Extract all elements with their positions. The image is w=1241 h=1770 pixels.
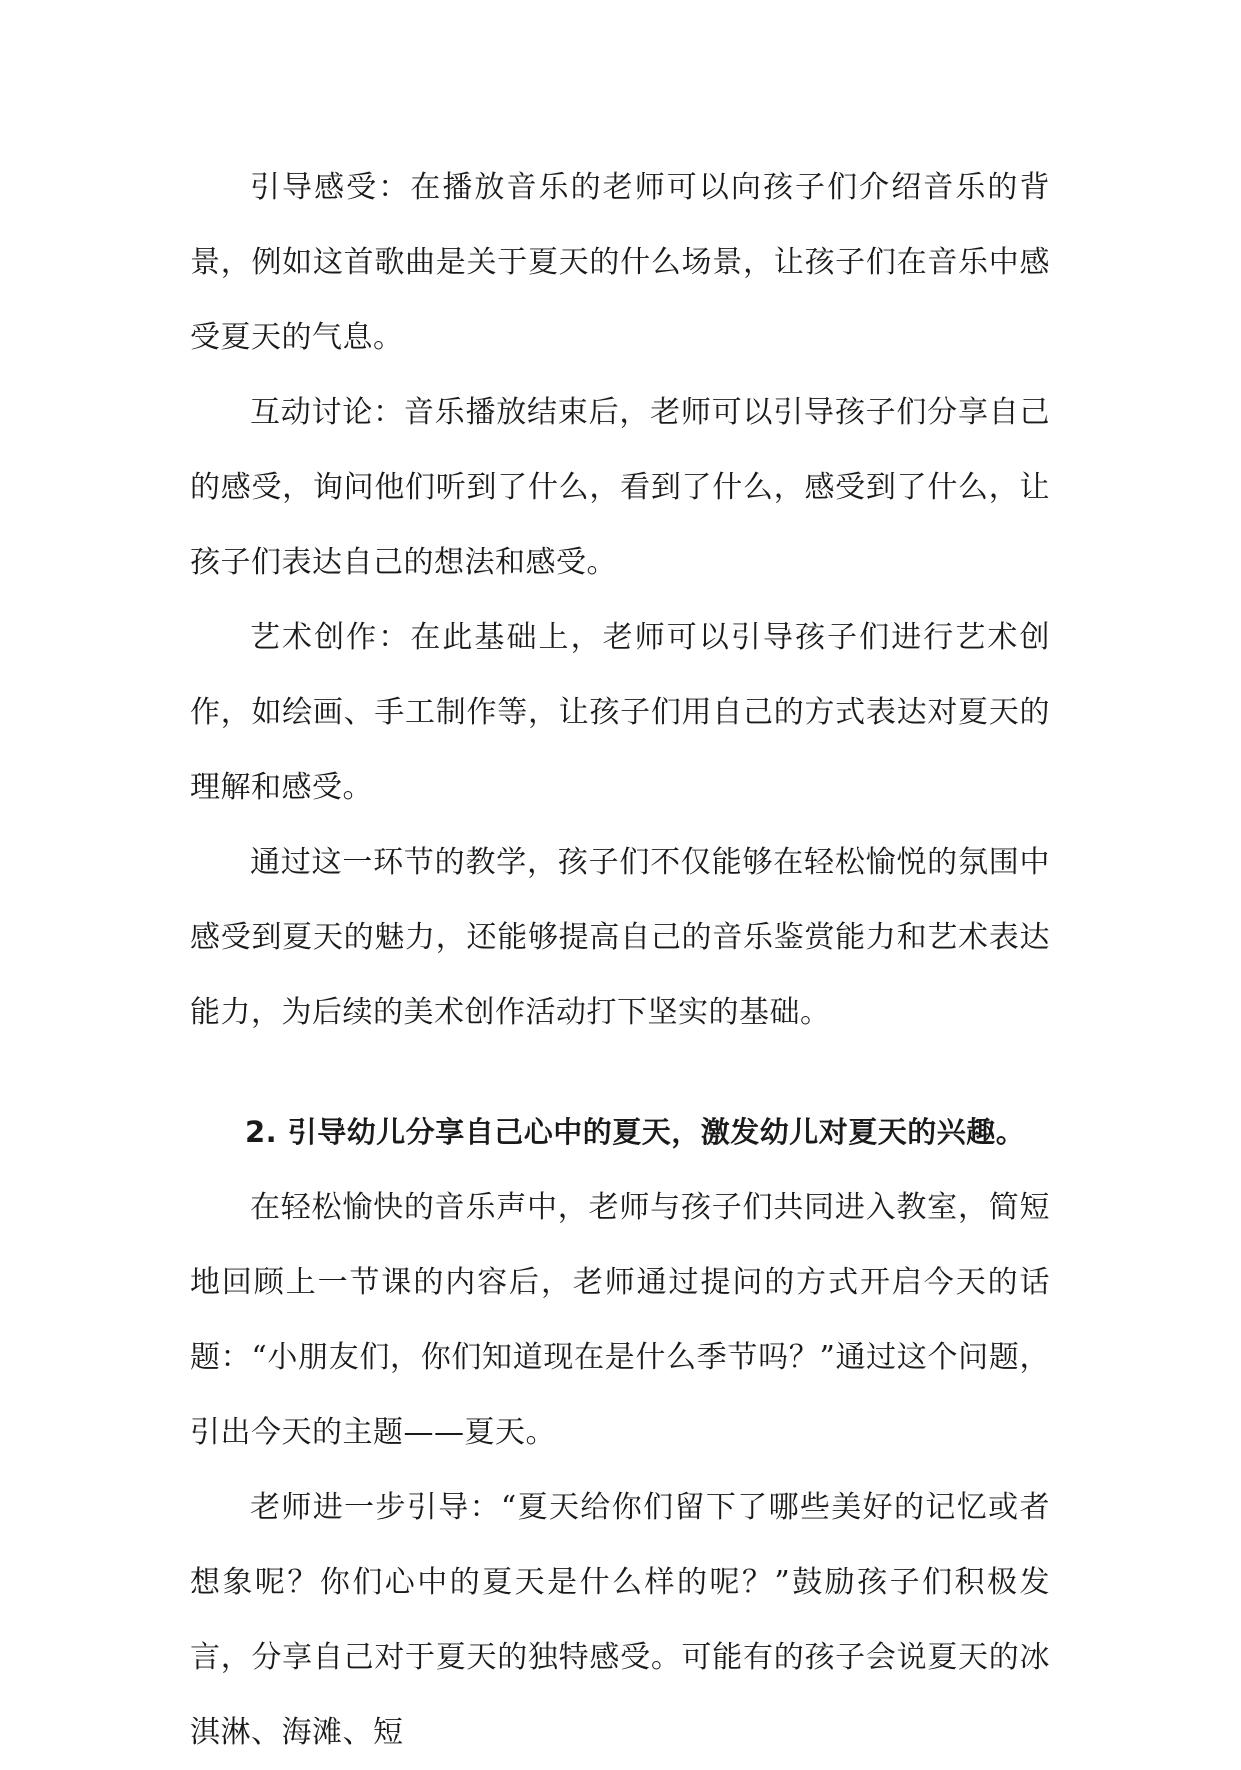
paragraph-further-guide: 老师进一步引导：“夏天给你们留下了哪些美好的记忆或者想象呢？你们心中的夏天是什么样的呢？”鼓励孩子们积极发言，分享自己对于夏天的独特感受。可能有的孩子会说夏天的冰淇淋、海滩、短 [190,1490,1050,1750]
paragraph-summary: 通过这一环节的教学，孩子们不仅能够在轻松愉悦的氛围中感受到夏天的魅力，还能够提高自己的音乐鉴赏能力和艺术表达能力，为后续的美术创作活动打下坚实的基础。 [190,845,1050,1030]
document-page [190,150,1050,1770]
paragraph-art-creation: 艺术创作：在此基础上，老师可以引导孩子们进行艺术创作，如绘画、手工制作等，让孩子们用自己的方式表达对夏天的理解和感受。 [190,620,1050,805]
paragraph-interactive-discussion: 互动讨论：音乐播放结束后，老师可以引导孩子们分享自己的感受，询问他们听到了什么，看到了什么，感受到了什么，让孩子们表达自己的想法和感受。 [190,395,1050,580]
paragraph-guide-feeling: 引导感受：在播放音乐的老师可以向孩子们介绍音乐的背景，例如这首歌曲是关于夏天的什么场景，让孩子们在音乐中感受夏天的气息。 [190,170,1050,355]
section-heading: 2. 引导幼儿分享自己心中的夏天，激发幼儿对夏天的兴趣。 [245,1115,1026,1149]
paragraph-intro-topic: 在轻松愉快的音乐声中，老师与孩子们共同进入教室，简短地回顾上一节课的内容后，老师通过提问的方式开启今天的话题：“小朋友们，你们知道现在是什么季节吗？”通过这个问题，引出今天的主题——夏天。 [190,1190,1050,1450]
